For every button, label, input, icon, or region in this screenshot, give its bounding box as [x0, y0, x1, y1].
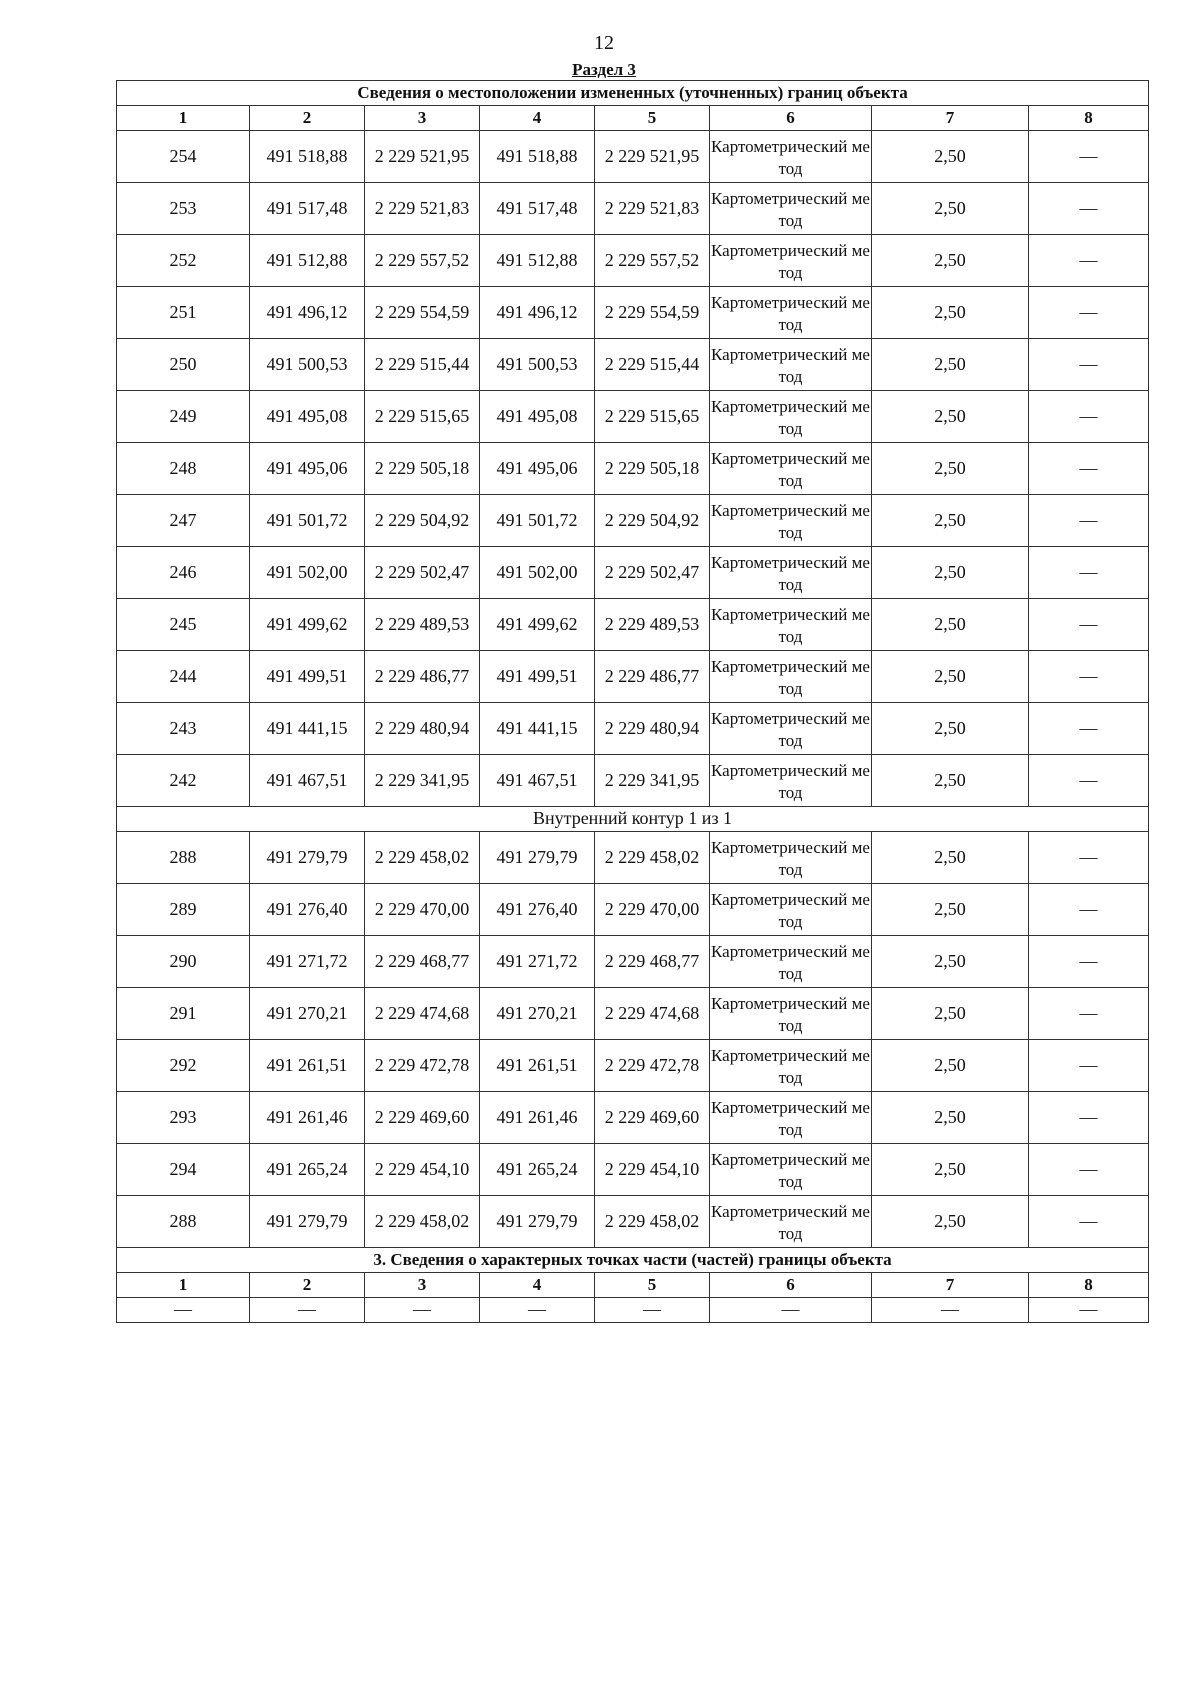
table-row: [117, 832, 1149, 884]
method-cell: Картометрический метод: [710, 1092, 872, 1144]
inner-contour-label: Внутренний контур 1 из 1: [117, 807, 1149, 832]
x-new-cell: 491 512,88: [480, 235, 595, 287]
y-old-cell: 2 229 515,65: [365, 391, 480, 443]
point-number-cell: 242: [117, 755, 250, 807]
point-number-cell: 292: [117, 1040, 250, 1092]
part-title: 3. Сведения о характерных точках части (частей) границы объекта: [117, 1248, 1149, 1273]
accuracy-cell: 2,50: [872, 131, 1029, 183]
method-cell: Картометрический метод: [710, 443, 872, 495]
point-number-cell: 289: [117, 884, 250, 936]
point-number-cell: 243: [117, 703, 250, 755]
method-cell: Картометрический метод: [710, 287, 872, 339]
accuracy-cell: 2,50: [872, 547, 1029, 599]
y-new-cell: 2 229 521,95: [595, 131, 710, 183]
column-number: 6: [710, 1273, 872, 1298]
x-new-cell: 491 495,08: [480, 391, 595, 443]
description-cell: —: [1029, 391, 1149, 443]
x-old-cell: 491 441,15: [250, 703, 365, 755]
column-number: 5: [595, 1273, 710, 1298]
y-old-cell: 2 229 458,02: [365, 832, 480, 884]
description-cell: —: [1029, 131, 1149, 183]
table-row: [117, 391, 1149, 443]
x-old-cell: 491 495,08: [250, 391, 365, 443]
table-row: [117, 755, 1149, 807]
table-row: [117, 936, 1149, 988]
part-title-row: [117, 1248, 1149, 1273]
x-old-cell: 491 517,48: [250, 183, 365, 235]
accuracy-cell: 2,50: [872, 1040, 1029, 1092]
point-number-cell: 294: [117, 1144, 250, 1196]
column-number: 8: [1029, 1273, 1149, 1298]
method-cell: Картометрический метод: [710, 235, 872, 287]
accuracy-cell: 2,50: [872, 1092, 1029, 1144]
point-number-cell: 291: [117, 988, 250, 1040]
point-number-cell: 245: [117, 599, 250, 651]
x-new-cell: 491 499,51: [480, 651, 595, 703]
y-new-cell: 2 229 472,78: [595, 1040, 710, 1092]
table-row: [117, 443, 1149, 495]
method-cell: Картометрический метод: [710, 547, 872, 599]
y-new-cell: 2 229 489,53: [595, 599, 710, 651]
method-cell: Картометрический метод: [710, 599, 872, 651]
y-old-cell: 2 229 554,59: [365, 287, 480, 339]
x-new-cell: 491 261,51: [480, 1040, 595, 1092]
accuracy-cell: 2,50: [872, 599, 1029, 651]
column-number: 3: [365, 1273, 480, 1298]
column-number-row: [117, 106, 1149, 131]
table-row: [117, 651, 1149, 703]
description-cell: —: [1029, 183, 1149, 235]
y-old-cell: 2 229 341,95: [365, 755, 480, 807]
point-number-cell: 290: [117, 936, 250, 988]
y-old-cell: 2 229 470,00: [365, 884, 480, 936]
inner-contour-row: [117, 807, 1149, 832]
column-number: 5: [595, 106, 710, 131]
table-row: [117, 1144, 1149, 1196]
column-number: 1: [117, 106, 250, 131]
y-new-cell: 2 229 515,44: [595, 339, 710, 391]
x-new-cell: 491 517,48: [480, 183, 595, 235]
x-old-cell: 491 261,46: [250, 1092, 365, 1144]
x-old-cell: 491 261,51: [250, 1040, 365, 1092]
x-new-cell: 491 271,72: [480, 936, 595, 988]
accuracy-cell: 2,50: [872, 339, 1029, 391]
y-old-cell: 2 229 474,68: [365, 988, 480, 1040]
method-cell: Картометрический метод: [710, 1196, 872, 1248]
column-number: 7: [872, 1273, 1029, 1298]
description-cell: —: [1029, 547, 1149, 599]
description-cell: —: [1029, 884, 1149, 936]
y-old-cell: 2 229 468,77: [365, 936, 480, 988]
point-number-cell: 244: [117, 651, 250, 703]
y-old-cell: 2 229 454,10: [365, 1144, 480, 1196]
point-number-cell: 251: [117, 287, 250, 339]
description-cell: —: [1029, 1040, 1149, 1092]
y-new-cell: 2 229 502,47: [595, 547, 710, 599]
y-old-cell: 2 229 502,47: [365, 547, 480, 599]
x-old-cell: 491 518,88: [250, 131, 365, 183]
method-cell: Картометрический метод: [710, 1144, 872, 1196]
x-old-cell: 491 500,53: [250, 339, 365, 391]
y-old-cell: 2 229 486,77: [365, 651, 480, 703]
x-new-cell: 491 265,24: [480, 1144, 595, 1196]
description-cell: —: [1029, 1092, 1149, 1144]
x-old-cell: 491 512,88: [250, 235, 365, 287]
page-number: 12: [594, 32, 614, 54]
table-row: [117, 703, 1149, 755]
description-cell: —: [1029, 936, 1149, 988]
method-cell: Картометрический метод: [710, 183, 872, 235]
y-new-cell: 2 229 480,94: [595, 703, 710, 755]
description-cell: —: [1029, 1196, 1149, 1248]
x-old-cell: 491 467,51: [250, 755, 365, 807]
x-old-cell: 491 279,79: [250, 1196, 365, 1248]
point-number-cell: 253: [117, 183, 250, 235]
description-cell: —: [1029, 599, 1149, 651]
accuracy-cell: 2,50: [872, 443, 1029, 495]
y-new-cell: 2 229 515,65: [595, 391, 710, 443]
x-new-cell: 491 279,79: [480, 1196, 595, 1248]
y-new-cell: 2 229 454,10: [595, 1144, 710, 1196]
y-old-cell: 2 229 505,18: [365, 443, 480, 495]
table-row: [117, 287, 1149, 339]
description-cell: —: [1029, 339, 1149, 391]
method-cell: Картометрический метод: [710, 651, 872, 703]
description-cell: —: [1029, 235, 1149, 287]
x-old-cell: 491 502,00: [250, 547, 365, 599]
x-new-cell: 491 279,79: [480, 832, 595, 884]
y-old-cell: 2 229 515,44: [365, 339, 480, 391]
y-old-cell: 2 229 521,95: [365, 131, 480, 183]
y-new-cell: 2 229 458,02: [595, 1196, 710, 1248]
x-old-cell: 491 495,06: [250, 443, 365, 495]
x-new-cell: 491 270,21: [480, 988, 595, 1040]
x-old-cell: 491 501,72: [250, 495, 365, 547]
y-old-cell: 2 229 504,92: [365, 495, 480, 547]
column-number: 7: [872, 106, 1029, 131]
part-column-number-row: [117, 1273, 1149, 1298]
x-old-cell: 491 499,62: [250, 599, 365, 651]
accuracy-cell: 2,50: [872, 235, 1029, 287]
method-cell: Картометрический метод: [710, 1040, 872, 1092]
y-new-cell: 2 229 557,52: [595, 235, 710, 287]
table-title-row: [117, 81, 1149, 106]
y-old-cell: 2 229 489,53: [365, 599, 480, 651]
table-row: [117, 884, 1149, 936]
point-number-cell: 288: [117, 1196, 250, 1248]
y-old-cell: 2 229 480,94: [365, 703, 480, 755]
y-old-cell: 2 229 458,02: [365, 1196, 480, 1248]
table-row: [117, 1040, 1149, 1092]
y-new-cell: 2 229 341,95: [595, 755, 710, 807]
accuracy-cell: 2,50: [872, 1144, 1029, 1196]
table-row: [117, 988, 1149, 1040]
table-title: Сведения о местоположении измененных (уточненных) границ объекта: [117, 81, 1149, 106]
x-old-cell: 491 276,40: [250, 884, 365, 936]
description-cell: —: [1029, 651, 1149, 703]
x-new-cell: 491 496,12: [480, 287, 595, 339]
y-new-cell: 2 229 504,92: [595, 495, 710, 547]
description-cell: —: [1029, 443, 1149, 495]
x-new-cell: 491 261,46: [480, 1092, 595, 1144]
empty-cell: —: [480, 1298, 595, 1323]
x-old-cell: 491 270,21: [250, 988, 365, 1040]
method-cell: Картометрический метод: [710, 131, 872, 183]
point-number-cell: 250: [117, 339, 250, 391]
table-row: [117, 339, 1149, 391]
column-number: 3: [365, 106, 480, 131]
y-old-cell: 2 229 557,52: [365, 235, 480, 287]
y-old-cell: 2 229 469,60: [365, 1092, 480, 1144]
y-new-cell: 2 229 554,59: [595, 287, 710, 339]
x-new-cell: 491 502,00: [480, 547, 595, 599]
column-number: 4: [480, 106, 595, 131]
point-number-cell: 249: [117, 391, 250, 443]
empty-cell: —: [872, 1298, 1029, 1323]
x-old-cell: 491 496,12: [250, 287, 365, 339]
x-new-cell: 491 500,53: [480, 339, 595, 391]
description-cell: —: [1029, 1144, 1149, 1196]
accuracy-cell: 2,50: [872, 703, 1029, 755]
accuracy-cell: 2,50: [872, 832, 1029, 884]
y-new-cell: 2 229 521,83: [595, 183, 710, 235]
y-new-cell: 2 229 469,60: [595, 1092, 710, 1144]
point-number-cell: 246: [117, 547, 250, 599]
y-new-cell: 2 229 468,77: [595, 936, 710, 988]
point-number-cell: 248: [117, 443, 250, 495]
x-old-cell: 491 265,24: [250, 1144, 365, 1196]
column-number: 1: [117, 1273, 250, 1298]
method-cell: Картометрический метод: [710, 495, 872, 547]
x-new-cell: 491 276,40: [480, 884, 595, 936]
point-number-cell: 293: [117, 1092, 250, 1144]
empty-cell: —: [710, 1298, 872, 1323]
x-new-cell: 491 441,15: [480, 703, 595, 755]
column-number: 2: [250, 1273, 365, 1298]
table-row: [117, 1298, 1149, 1323]
accuracy-cell: 2,50: [872, 755, 1029, 807]
table-row: [117, 131, 1149, 183]
y-new-cell: 2 229 470,00: [595, 884, 710, 936]
table-row: [117, 1092, 1149, 1144]
empty-cell: —: [250, 1298, 365, 1323]
x-new-cell: 491 499,62: [480, 599, 595, 651]
description-cell: —: [1029, 755, 1149, 807]
method-cell: Картометрический метод: [710, 755, 872, 807]
boundary-table: [116, 80, 1149, 1323]
description-cell: —: [1029, 495, 1149, 547]
y-new-cell: 2 229 505,18: [595, 443, 710, 495]
column-number: 6: [710, 106, 872, 131]
point-number-cell: 252: [117, 235, 250, 287]
y-old-cell: 2 229 472,78: [365, 1040, 480, 1092]
accuracy-cell: 2,50: [872, 391, 1029, 443]
empty-cell: —: [365, 1298, 480, 1323]
accuracy-cell: 2,50: [872, 495, 1029, 547]
x-old-cell: 491 499,51: [250, 651, 365, 703]
description-cell: —: [1029, 287, 1149, 339]
description-cell: —: [1029, 832, 1149, 884]
method-cell: Картометрический метод: [710, 832, 872, 884]
x-old-cell: 491 271,72: [250, 936, 365, 988]
accuracy-cell: 2,50: [872, 287, 1029, 339]
accuracy-cell: 2,50: [872, 884, 1029, 936]
x-new-cell: 491 495,06: [480, 443, 595, 495]
empty-cell: —: [117, 1298, 250, 1323]
accuracy-cell: 2,50: [872, 936, 1029, 988]
table-row: [117, 183, 1149, 235]
method-cell: Картометрический метод: [710, 703, 872, 755]
x-new-cell: 491 518,88: [480, 131, 595, 183]
table-row: [117, 235, 1149, 287]
table-row: [117, 547, 1149, 599]
accuracy-cell: 2,50: [872, 651, 1029, 703]
point-number-cell: 254: [117, 131, 250, 183]
accuracy-cell: 2,50: [872, 1196, 1029, 1248]
method-cell: Картометрический метод: [710, 988, 872, 1040]
empty-cell: —: [1029, 1298, 1149, 1323]
description-cell: —: [1029, 703, 1149, 755]
y-new-cell: 2 229 474,68: [595, 988, 710, 1040]
column-number: 8: [1029, 106, 1149, 131]
method-cell: Картометрический метод: [710, 936, 872, 988]
table-row: [117, 1196, 1149, 1248]
accuracy-cell: 2,50: [872, 183, 1029, 235]
table-row: [117, 495, 1149, 547]
y-new-cell: 2 229 486,77: [595, 651, 710, 703]
description-cell: —: [1029, 988, 1149, 1040]
point-number-cell: 247: [117, 495, 250, 547]
column-number: 4: [480, 1273, 595, 1298]
y-new-cell: 2 229 458,02: [595, 832, 710, 884]
x-old-cell: 491 279,79: [250, 832, 365, 884]
accuracy-cell: 2,50: [872, 988, 1029, 1040]
method-cell: Картометрический метод: [710, 391, 872, 443]
y-old-cell: 2 229 521,83: [365, 183, 480, 235]
method-cell: Картометрический метод: [710, 884, 872, 936]
empty-cell: —: [595, 1298, 710, 1323]
x-new-cell: 491 467,51: [480, 755, 595, 807]
x-new-cell: 491 501,72: [480, 495, 595, 547]
section-label: Раздел 3: [572, 60, 636, 79]
method-cell: Картометрический метод: [710, 339, 872, 391]
point-number-cell: 288: [117, 832, 250, 884]
table-row: [117, 599, 1149, 651]
column-number: 2: [250, 106, 365, 131]
